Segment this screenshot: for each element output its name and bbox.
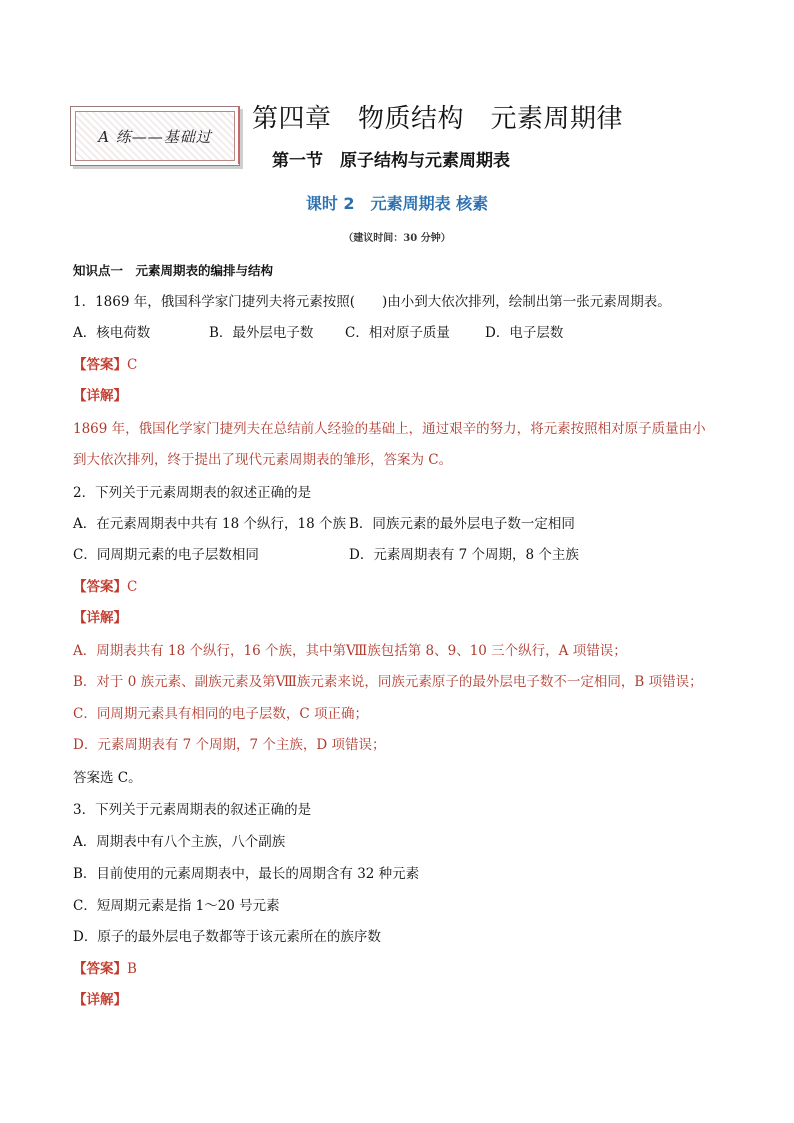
knowledge-point-heading: 知识点一 元素周期表的编排与结构 xyxy=(73,263,274,278)
q1-detail-label xyxy=(73,387,127,405)
q1-option-c: C．相对原子质量 xyxy=(345,325,450,341)
suggested-time: （建议时间：30 分钟） xyxy=(343,233,451,244)
q3-answer-label: 【答案】 xyxy=(73,961,127,977)
question-1-options xyxy=(73,324,673,342)
section-title: 第一节 原子结构与元素周期表 xyxy=(272,151,510,171)
q3-detail-tag: 【详解】 xyxy=(73,992,127,1008)
q2-detail-line-1: A．周期表共有 18 个纵行，16 个族，其中第Ⅷ族包括第 8、9、10 三个纵行，A 项错误； xyxy=(73,643,627,659)
q1-detail-tag: 【详解】 xyxy=(73,388,127,404)
q1-detail-line-1: 1869 年，俄国化学家门捷列夫在总结前人经验的基础上，通过艰辛的努力，将元素按照相对原子质量由小 xyxy=(73,421,706,437)
q3-option-c: C．短周期元素是指 1～20 号元素 xyxy=(73,898,280,914)
q3-answer-value: B xyxy=(127,961,137,977)
question-1-stem: 1．1869 年，俄国科学家门捷列夫将元素按照( )由小到大依次排列，绘制出第一张元素周期表。 xyxy=(73,294,671,310)
q2-answer-value: C xyxy=(127,579,138,595)
lesson-title: 课时 2 元素周期表 核素 xyxy=(305,194,489,213)
q1-detail-line-2: 到大依次排列，终于提出了现代元素周期表的雏形，答案为 C。 xyxy=(73,452,453,468)
q1-answer-value: C xyxy=(127,357,138,373)
q2-detail-line-2: B．对于 0 族元素、副族元素及第Ⅷ族元素来说，同族元素原子的最外层电子数不一定相同，B 项错误； xyxy=(73,674,703,690)
q2-answer xyxy=(73,578,137,596)
badge-label: A 练——基础过 xyxy=(98,127,212,146)
q2-detail-label xyxy=(73,609,127,627)
q3-answer xyxy=(73,960,137,978)
question-2-options-row-1 xyxy=(73,515,673,533)
q2-detail-line-3: C．同周期元素具有相同的电子层数，C 项正确； xyxy=(73,706,368,722)
q2-option-c: C．同周期元素的电子层数相同 xyxy=(73,547,259,563)
question-2-stem: 2．下列关于元素周期表的叙述正确的是 xyxy=(73,485,312,501)
q3-option-a: A．周期表中有八个主族，八个副族 xyxy=(73,834,286,850)
q2-option-a: A．在元素周期表中共有 18 个纵行，18 个族 xyxy=(73,516,346,532)
q2-option-d: D．元素周期表有 7 个周期，8 个主族 xyxy=(349,547,579,563)
badge-frame xyxy=(75,111,235,161)
q1-answer-label: 【答案】 xyxy=(73,357,127,373)
q2-answer-label: 【答案】 xyxy=(73,579,127,595)
section-badge xyxy=(70,106,240,166)
q2-detail-tag: 【详解】 xyxy=(73,610,127,626)
q3-option-d: D．原子的最外层电子数都等于该元素所在的族序数 xyxy=(73,929,381,945)
q1-option-a: A．核电荷数 xyxy=(73,325,151,341)
question-3-stem: 3．下列关于元素周期表的叙述正确的是 xyxy=(73,802,312,818)
chapter-title: 第四章 物质结构 元素周期律 xyxy=(252,104,624,134)
q2-detail-line-4: D．元素周期表有 7 个周期，7 个主族，D 项错误； xyxy=(73,737,386,753)
q2-option-b: B．同族元素的最外层电子数一定相同 xyxy=(349,516,575,532)
q3-detail-label xyxy=(73,991,127,1009)
badge-divider xyxy=(238,106,239,164)
q1-option-d: D．电子层数 xyxy=(485,325,564,341)
question-2-options-row-2 xyxy=(73,546,673,564)
q2-conclusion: 答案选 C。 xyxy=(73,770,142,786)
q1-option-b: B．最外层电子数 xyxy=(209,325,314,341)
q1-answer xyxy=(73,356,137,374)
q3-option-b: B．目前使用的元素周期表中，最长的周期含有 32 种元素 xyxy=(73,866,420,882)
